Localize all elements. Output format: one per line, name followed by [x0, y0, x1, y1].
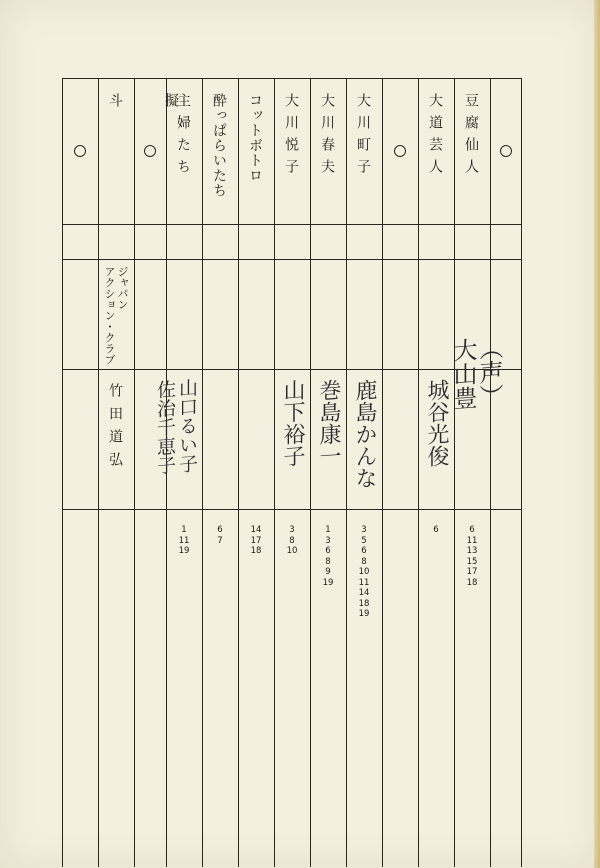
scene-number: 3 [361, 525, 367, 535]
column-rule [382, 79, 383, 867]
scene-number: 10 [358, 567, 370, 577]
scene-number: 14 [250, 525, 262, 535]
scene-number: 3 [325, 535, 331, 546]
scene-numbers [421, 525, 451, 536]
column-rule [310, 79, 311, 867]
scene-number: 15 [466, 556, 478, 567]
column-rule [98, 79, 99, 867]
handwritten-performer: 巻島康一 [316, 378, 341, 468]
scene-number: 6 [217, 525, 223, 535]
scene-number: 18 [466, 577, 478, 588]
column-rule [454, 79, 455, 867]
scene-number: 8 [325, 556, 331, 567]
scene-number: 19 [322, 577, 334, 588]
row-rule [62, 509, 522, 510]
scene-number: 11 [358, 577, 370, 588]
scene-number: 3 [289, 525, 295, 535]
scene-number: 6 [433, 525, 439, 535]
cast-table [62, 78, 522, 867]
page-edge [594, 0, 600, 868]
column-rule [238, 79, 239, 867]
scene-number: 19 [358, 609, 370, 619]
circle-mark [144, 145, 156, 157]
scene-numbers [457, 525, 487, 588]
scene-number: 6 [469, 525, 475, 535]
column-rule [274, 79, 275, 867]
role-name: 豆腐仙人 [463, 93, 479, 181]
scene-number: 19 [178, 546, 190, 556]
role-name: 大川春夫 [319, 93, 335, 181]
role-name: 擬 斗 [107, 93, 179, 108]
scene-number: 8 [289, 535, 295, 546]
circle-mark [500, 145, 512, 157]
role-name: コットボトロ [247, 93, 263, 183]
scene-number: 6 [325, 546, 331, 556]
role-name: 大川悦子 [283, 93, 299, 181]
handwritten-performer: （声） 大山豊 [449, 335, 503, 411]
scene-number: 11 [466, 535, 478, 546]
scene-number: 1 [181, 525, 187, 535]
performer-name: 竹田道弘 [107, 383, 123, 475]
scene-number: 6 [361, 546, 367, 556]
role-name: 大川町子 [355, 93, 371, 181]
role-name: 酔っぱらいたち [211, 93, 227, 198]
handwritten-performer: 城谷光俊 [424, 378, 449, 468]
scene-number: 9 [325, 567, 331, 577]
scene-number: 14 [358, 588, 370, 598]
circle-mark [74, 145, 86, 157]
scene-number: 17 [466, 567, 478, 577]
scene-number: 18 [250, 546, 262, 556]
scene-number: 17 [250, 535, 262, 546]
scene-numbers [169, 525, 199, 557]
column-rule [346, 79, 347, 867]
column-rule [134, 79, 135, 867]
scene-number: 10 [286, 546, 298, 556]
role-name: 大道芸人 [427, 93, 443, 181]
column-rule [418, 79, 419, 867]
scene-numbers [349, 525, 379, 620]
scene-number: 11 [178, 535, 190, 546]
column-rule [490, 79, 491, 867]
column-rule [521, 79, 522, 867]
row-rule [62, 259, 522, 260]
row-rule [62, 224, 522, 225]
column-rule [62, 79, 63, 867]
scene-number: 1 [325, 525, 331, 535]
scene-number: 8 [361, 556, 367, 567]
group-note: ジャパン アクション・クラブ [103, 266, 129, 365]
column-rule [202, 79, 203, 867]
handwritten-performer: 山下裕子 [280, 378, 305, 468]
handwritten-performer: 鹿島かんな [352, 378, 377, 490]
scene-number: 7 [217, 535, 223, 546]
scene-number: 13 [466, 546, 478, 556]
handwritten-performer: 山口るい子 佐治千恵子 [154, 377, 198, 476]
scene-numbers [277, 525, 307, 557]
role-name: 主婦たち [175, 93, 191, 181]
scene-numbers [241, 525, 271, 557]
scene-number: 5 [361, 535, 367, 546]
circle-mark [394, 145, 406, 157]
scene-numbers [205, 525, 235, 546]
scene-numbers [313, 525, 343, 588]
scene-number: 18 [358, 598, 370, 609]
